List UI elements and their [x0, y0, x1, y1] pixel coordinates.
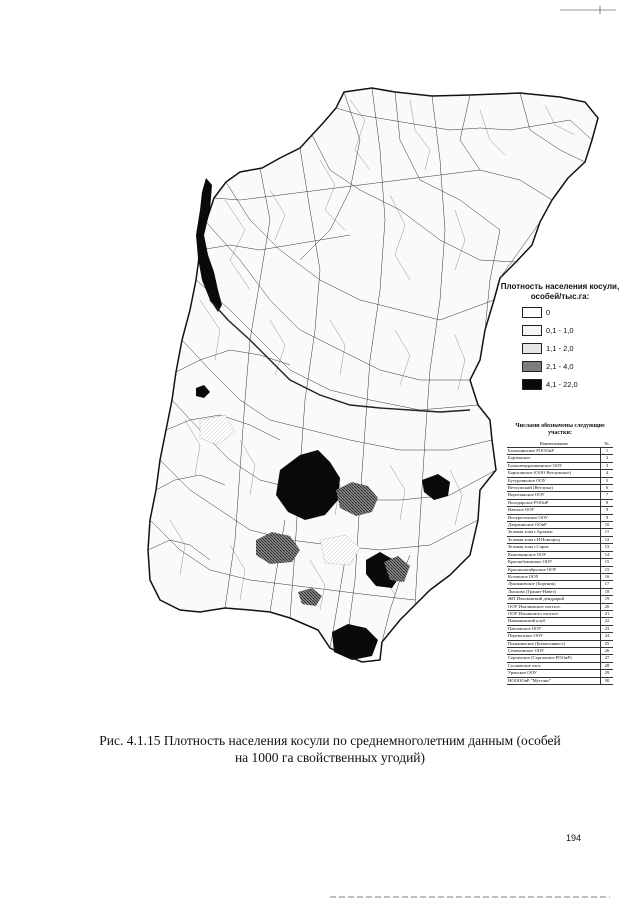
area-name: Вачское ООУ: [507, 507, 601, 514]
legend-label: 1,1 - 2,0: [546, 343, 574, 353]
caption-line-2: на 1000 га свойственных угодий): [234, 750, 426, 765]
areas-row: [507, 477, 613, 484]
area-name: Краснооктябрьское ООУ: [507, 566, 601, 573]
legend-swatch: [522, 379, 542, 390]
area-number: 4: [601, 470, 614, 477]
area-number: 15: [601, 559, 614, 566]
areas-title: Числами обозначены следующие участки:: [515, 423, 605, 436]
areas-row: [507, 462, 613, 469]
area-number: 2: [601, 455, 614, 462]
area-name: Краснобаковское ООУ: [507, 559, 601, 566]
area-number: 10: [601, 522, 614, 529]
legend-item: [500, 358, 620, 374]
areas-row: [507, 566, 613, 573]
area-name: Павловское ООУ: [507, 625, 601, 632]
areas-row: [507, 455, 613, 462]
areas-row: [507, 670, 613, 677]
scan-corner-mark: [560, 6, 616, 14]
area-name: Пильнинское (Бизнесинвест): [507, 640, 601, 647]
area-number: 12: [601, 536, 614, 543]
areas-row: [507, 662, 613, 669]
legend-label: 0: [546, 307, 551, 317]
legend-item: [500, 322, 620, 338]
area-name: Воротынское ООУ: [507, 492, 601, 499]
area-name: Перевозское ООУ: [507, 633, 601, 640]
caption-line-1: Рис. 4.1.15 Плотность населения косули по среднемноголетним данным (особей: [99, 733, 561, 748]
area-name: Бутурлинское ООУ: [507, 477, 601, 484]
area-name: Воскресенское ООУ: [507, 514, 601, 521]
areas-row: [507, 529, 613, 536]
area-name: Балахнинское РОООиР: [507, 448, 601, 455]
area-name: Семеновское ООУ: [507, 647, 601, 654]
areas-row: [507, 633, 613, 640]
areas-row: [507, 588, 613, 595]
areas-row: [507, 470, 613, 477]
areas-row: [507, 603, 613, 610]
areas-row: [507, 536, 613, 543]
area-name: Сергачское (Сергачское РООиР): [507, 655, 601, 662]
area-number: 24: [601, 633, 614, 640]
area-name: Борзинское: [507, 455, 601, 462]
legend-swatch: [522, 343, 542, 354]
areas-row: [507, 522, 613, 529]
area-number: 9: [601, 507, 614, 514]
areas-row: [507, 610, 613, 617]
legend-label: 4,1 - 22,0: [546, 379, 578, 389]
areas-table: [507, 440, 613, 685]
area-number: 30: [601, 677, 614, 684]
area-name: Княгининское ООУ: [507, 551, 601, 558]
area-number: 28: [601, 662, 614, 669]
area-name: Лукояновское (Бортник): [507, 581, 601, 588]
areas-header-name: Наименование: [507, 440, 601, 448]
areas-header-num: №: [601, 440, 614, 448]
area-number: 6: [601, 485, 614, 492]
area-name: ООУ Ичалковское охотхоз.: [507, 603, 601, 610]
legend-swatch: [522, 361, 542, 372]
area-name: Зеленая зона г.Саров: [507, 544, 601, 551]
area-number: 23: [601, 625, 614, 632]
page-number: 194: [566, 833, 582, 843]
areas-row: [507, 499, 613, 506]
legend-item: [500, 304, 620, 320]
legend-title: Плотность населения косули, особей/тыс.га:: [500, 282, 620, 301]
areas-row: [507, 640, 613, 647]
areas-list: [507, 423, 613, 685]
area-name: Зеленая зона г.Арзамас: [507, 529, 601, 536]
area-number: 26: [601, 647, 614, 654]
area-name: Навашинский клуб: [507, 618, 601, 625]
area-name: Володарское РООиР: [507, 499, 601, 506]
legend-item: [500, 376, 620, 392]
area-number: 18: [601, 588, 614, 595]
area-name: Сосновское охот.: [507, 662, 601, 669]
area-number: 20: [601, 603, 614, 610]
areas-row: [507, 596, 613, 603]
area-number: 13: [601, 544, 614, 551]
area-number: 19: [601, 596, 614, 603]
area-name: Большемурашкинское ООУ: [507, 462, 601, 469]
figure-caption: [80, 732, 580, 766]
area-name: Дзержинское ООиР: [507, 522, 601, 529]
area-number: 3: [601, 462, 614, 469]
areas-row: [507, 618, 613, 625]
legend-swatch: [522, 307, 542, 318]
areas-row: [507, 507, 613, 514]
area-number: 14: [601, 551, 614, 558]
areas-row: [507, 544, 613, 551]
areas-row: [507, 485, 613, 492]
area-number: 9: [601, 514, 614, 521]
area-number: 5: [601, 477, 614, 484]
areas-row: [507, 559, 613, 566]
area-name: Кстовское ООУ: [507, 573, 601, 580]
areas-row: [507, 551, 613, 558]
legend-item: [500, 340, 620, 356]
legend-label: 2,1 - 4,0: [546, 361, 574, 371]
area-number: 21: [601, 610, 614, 617]
area-name: Борисовское (ООО Ветлужское): [507, 470, 601, 477]
area-number: 8: [601, 499, 614, 506]
area-name: Уренское ООУ: [507, 670, 601, 677]
area-name: Зеленая зона г.Н.Новгород: [507, 536, 601, 543]
areas-row: [507, 677, 613, 684]
areas-header-row: [507, 440, 613, 448]
area-name: ООУ Ильинского охотхоз.: [507, 610, 601, 617]
legend-label: 0,1 - 1,0: [546, 325, 574, 335]
areas-row: [507, 625, 613, 632]
areas-row: [507, 647, 613, 654]
legend: [500, 282, 620, 392]
areas-row: [507, 492, 613, 499]
area-name: ЖП Ичалковский дендрарий: [507, 596, 601, 603]
area-name: Лысково (Гранит-Навет): [507, 588, 601, 595]
area-number: 1: [601, 448, 614, 455]
area-number: 15: [601, 566, 614, 573]
area-number: 27: [601, 655, 614, 662]
area-number: 16: [601, 573, 614, 580]
areas-row: [507, 448, 613, 455]
area-number: 22: [601, 618, 614, 625]
area-number: 7: [601, 492, 614, 499]
areas-row: [507, 655, 613, 662]
area-number: 29: [601, 670, 614, 677]
areas-row: [507, 573, 613, 580]
area-name: Ветлужский (Ветлужа): [507, 485, 601, 492]
areas-row: [507, 514, 613, 521]
area-name: НООООиР "Мустанг": [507, 677, 601, 684]
area-number: 17: [601, 581, 614, 588]
area-number: 11: [601, 529, 614, 536]
legend-swatch: [522, 325, 542, 336]
areas-row: [507, 581, 613, 588]
area-number: 25: [601, 640, 614, 647]
